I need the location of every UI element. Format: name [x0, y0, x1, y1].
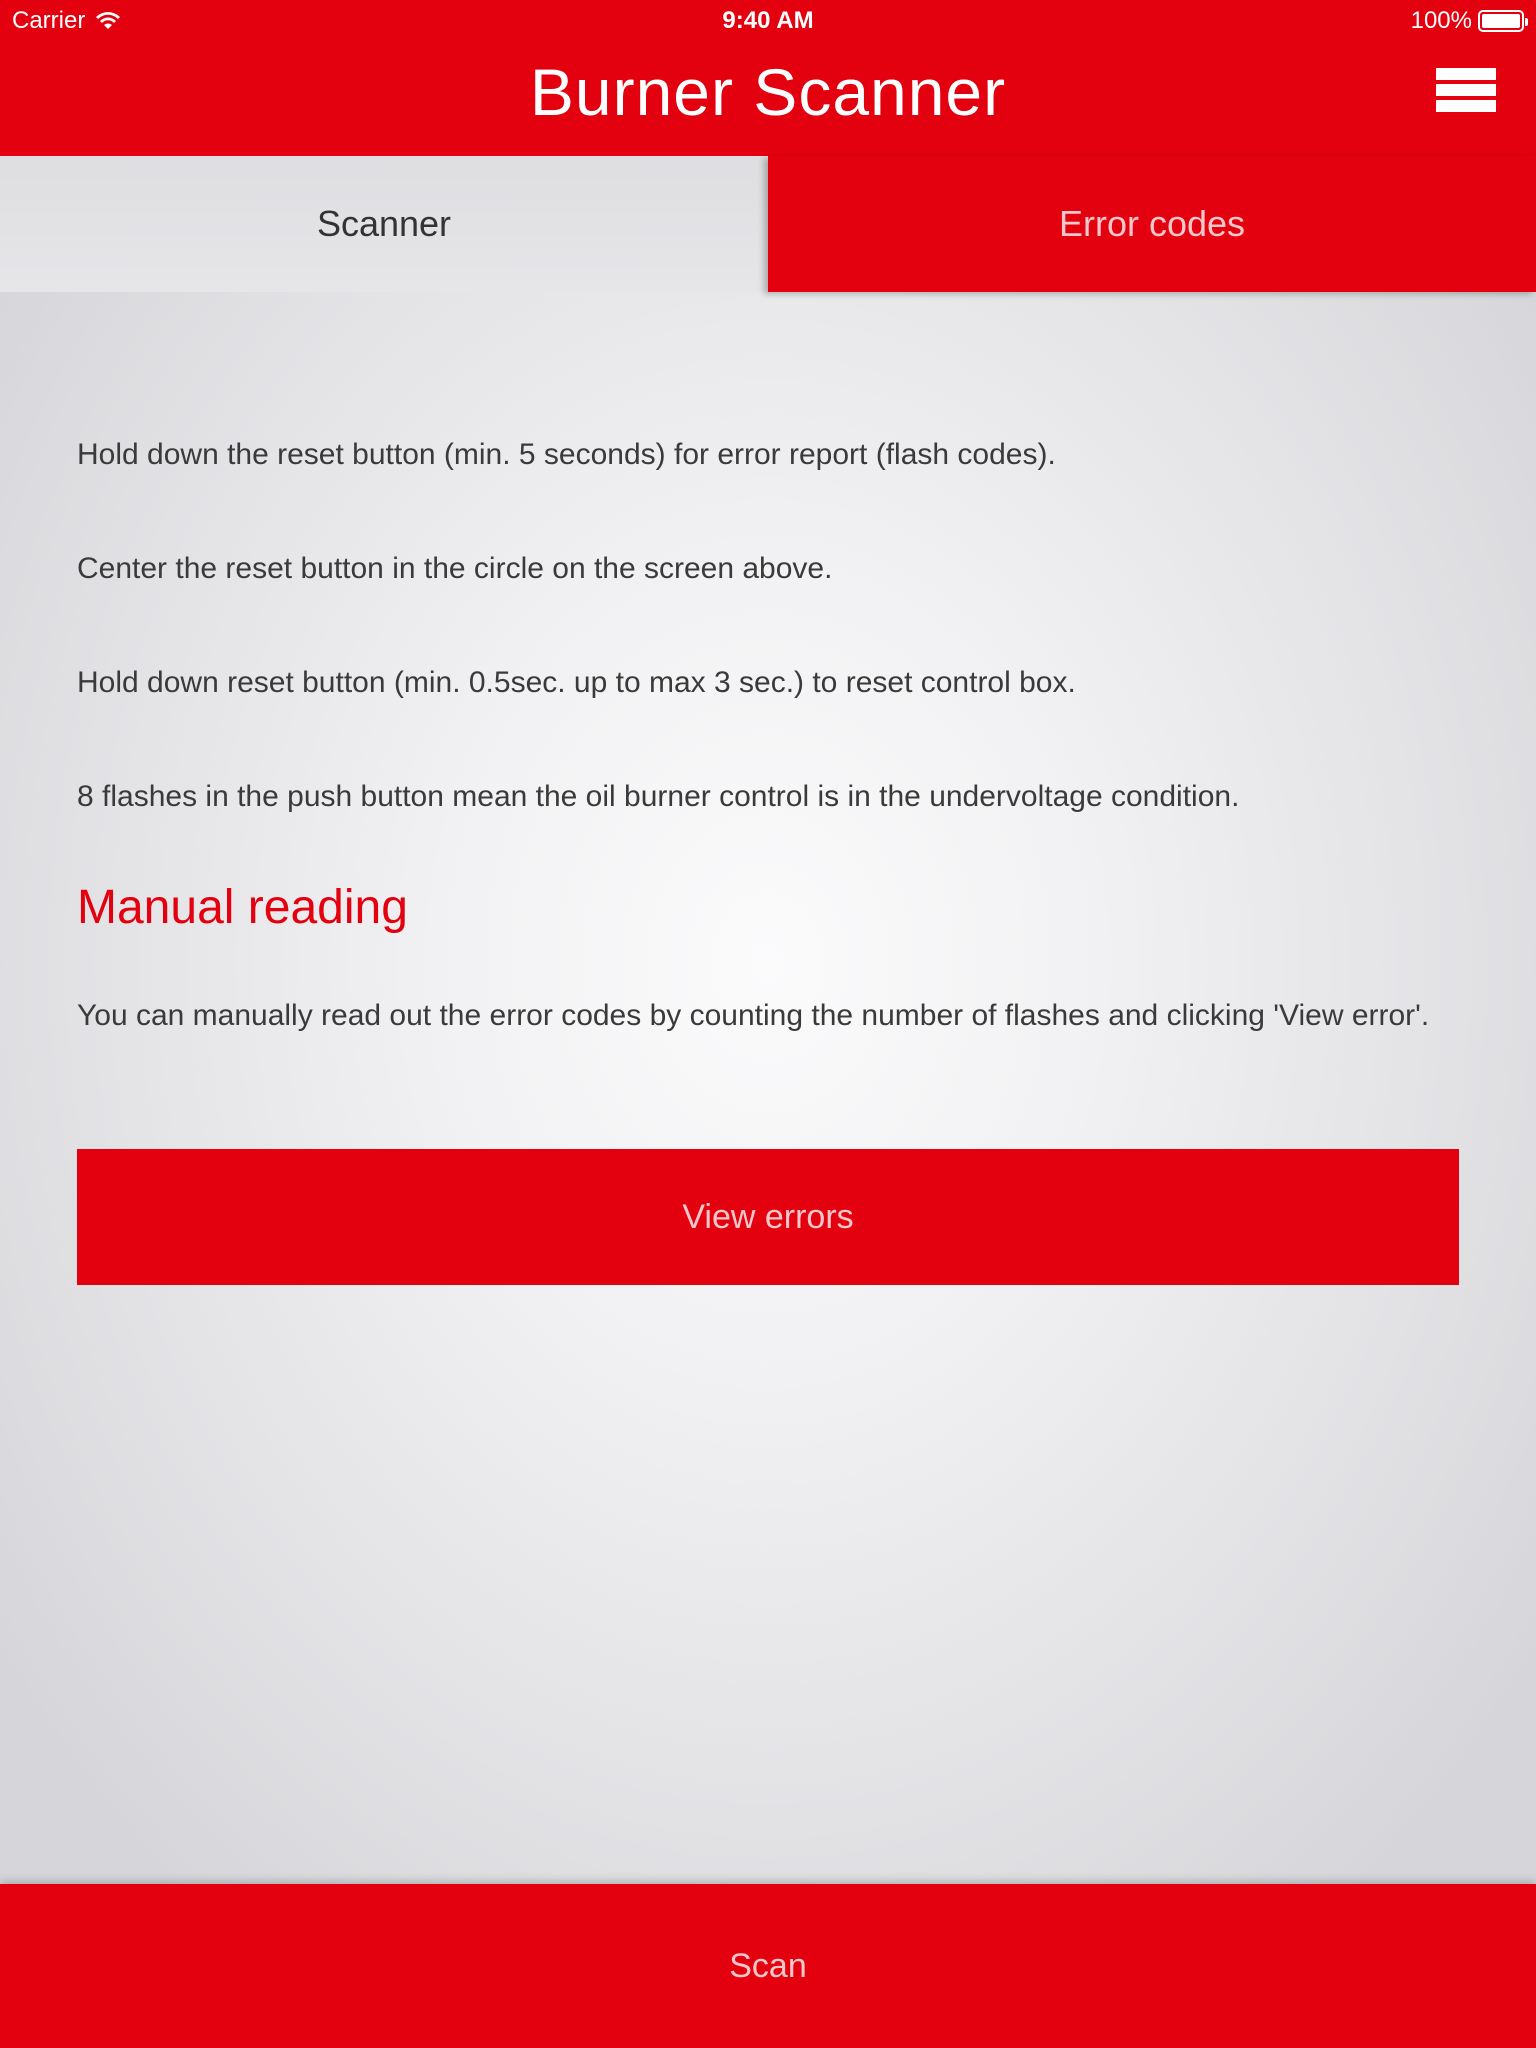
manual-reading-heading: Manual reading — [77, 881, 408, 934]
carrier-label: Carrier — [12, 7, 86, 34]
menu-line — [1436, 68, 1496, 80]
view-errors-button[interactable]: View errors — [77, 1149, 1459, 1285]
app-title: Burner Scanner — [529, 55, 1007, 129]
manual-reading-text: You can manually read out the error codes by counting the number of flashes and clicking 'View error'. — [77, 999, 1430, 1032]
instruction-text: Hold down the reset button (min. 5 seconds) for error report (flash codes). — [77, 438, 1056, 471]
tab-scanner[interactable]: Scanner — [0, 156, 768, 292]
instruction-text: Hold down reset button (min. 0.5sec. up to max 3 sec.) to reset control box. — [77, 666, 1076, 699]
tab-bar — [0, 156, 1536, 292]
instructions-content — [77, 430, 1459, 1091]
tab-error-codes[interactable]: Error codes — [768, 156, 1536, 292]
scan-button[interactable]: Scan — [0, 1884, 1536, 2048]
instruction-text: Center the reset button in the circle on the screen above. — [77, 552, 833, 585]
status-bar — [0, 0, 1536, 40]
battery-fill — [1482, 14, 1520, 28]
battery-indicator — [1411, 7, 1524, 35]
menu-line — [1436, 100, 1496, 112]
instruction-text: 8 flashes in the push button mean the oil burner control is in the undervoltage condition. — [77, 780, 1240, 813]
menu-line — [1436, 84, 1496, 96]
battery-percent: 100% — [1410, 7, 1472, 34]
battery-icon — [1478, 10, 1524, 32]
status-time: 9:40 AM — [722, 7, 814, 34]
hamburger-menu-icon[interactable] — [1430, 66, 1502, 126]
navigation-bar — [0, 40, 1536, 156]
